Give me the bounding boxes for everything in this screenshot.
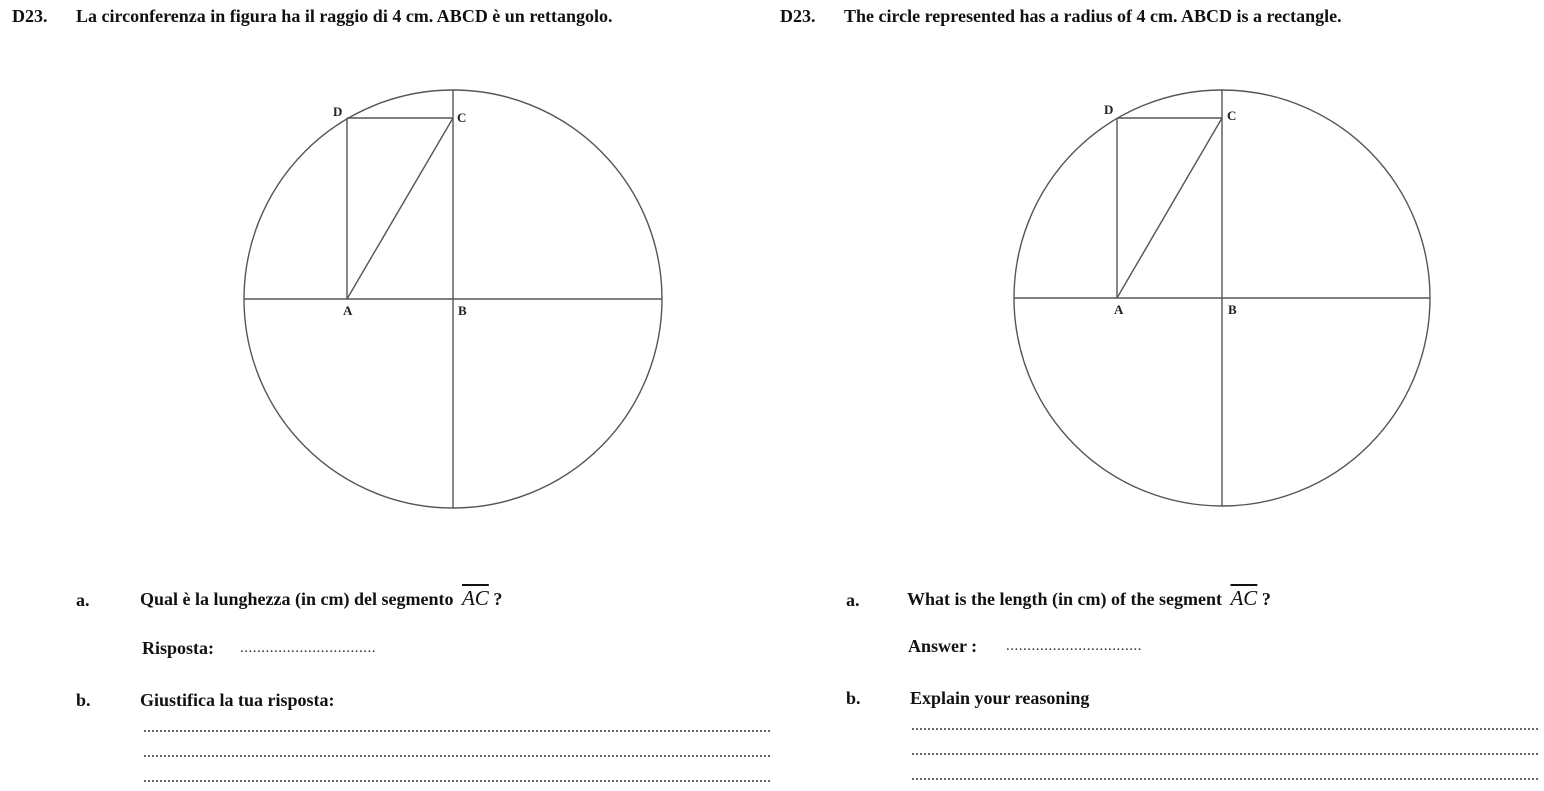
label-d: D bbox=[333, 104, 343, 119]
reasoning-line-2[interactable] bbox=[912, 753, 1538, 755]
part-a-letter: a. bbox=[846, 590, 860, 610]
reasoning-line-3[interactable] bbox=[144, 780, 770, 782]
part-a-question-text: What is the length (in cm) of the segment bbox=[907, 589, 1222, 609]
label-a: A bbox=[343, 303, 353, 318]
reasoning-line-3[interactable] bbox=[912, 778, 1538, 780]
part-a-question bbox=[140, 586, 502, 611]
reasoning-line-1[interactable] bbox=[144, 730, 770, 732]
part-b-letter: b. bbox=[76, 690, 91, 710]
part-a-question-text: Qual è la lunghezza (in cm) del segmento bbox=[140, 589, 454, 609]
part-a-question bbox=[907, 586, 1271, 611]
segment-ac-notation: $\overline{AC}$ bbox=[461, 586, 489, 610]
answer-label: Answer : bbox=[908, 636, 978, 656]
problem-statement: La circonferenza in figura ha il raggio di 4 cm. ABCD è un rettangolo. bbox=[76, 6, 613, 26]
part-b-prompt: Giustifica la tua risposta: bbox=[140, 690, 335, 710]
part-b-letter: b. bbox=[846, 688, 861, 708]
reasoning-line-2[interactable] bbox=[144, 755, 770, 757]
question-mark: ? bbox=[493, 589, 503, 609]
reasoning-line-1[interactable] bbox=[912, 728, 1538, 730]
label-a: A bbox=[1114, 302, 1124, 317]
question-id: D23. bbox=[12, 6, 48, 26]
english-panel bbox=[772, 0, 1544, 791]
answer-blank[interactable]: ................................ bbox=[240, 640, 376, 656]
segment-ac-notation: $\overline{AC}$ bbox=[1230, 586, 1258, 610]
answer-label: Risposta: bbox=[142, 638, 215, 658]
geometry-figure bbox=[0, 0, 772, 540]
geometry-figure bbox=[772, 0, 1544, 540]
label-c: C bbox=[1227, 108, 1237, 123]
diagonal-ac bbox=[1117, 118, 1222, 298]
question-id: D23. bbox=[780, 6, 816, 26]
problem-statement: The circle represented has a radius of 4 cm. ABCD is a rectangle. bbox=[844, 6, 1342, 26]
diagonal-ac bbox=[347, 118, 453, 299]
label-b: B bbox=[458, 303, 467, 318]
part-b-prompt: Explain your reasoning bbox=[910, 688, 1090, 708]
part-a-letter: a. bbox=[76, 590, 90, 610]
label-d: D bbox=[1104, 102, 1114, 117]
label-c: C bbox=[457, 110, 467, 125]
question-mark: ? bbox=[1261, 589, 1271, 609]
answer-blank[interactable]: ................................ bbox=[1006, 638, 1142, 654]
label-b: B bbox=[1228, 302, 1237, 317]
